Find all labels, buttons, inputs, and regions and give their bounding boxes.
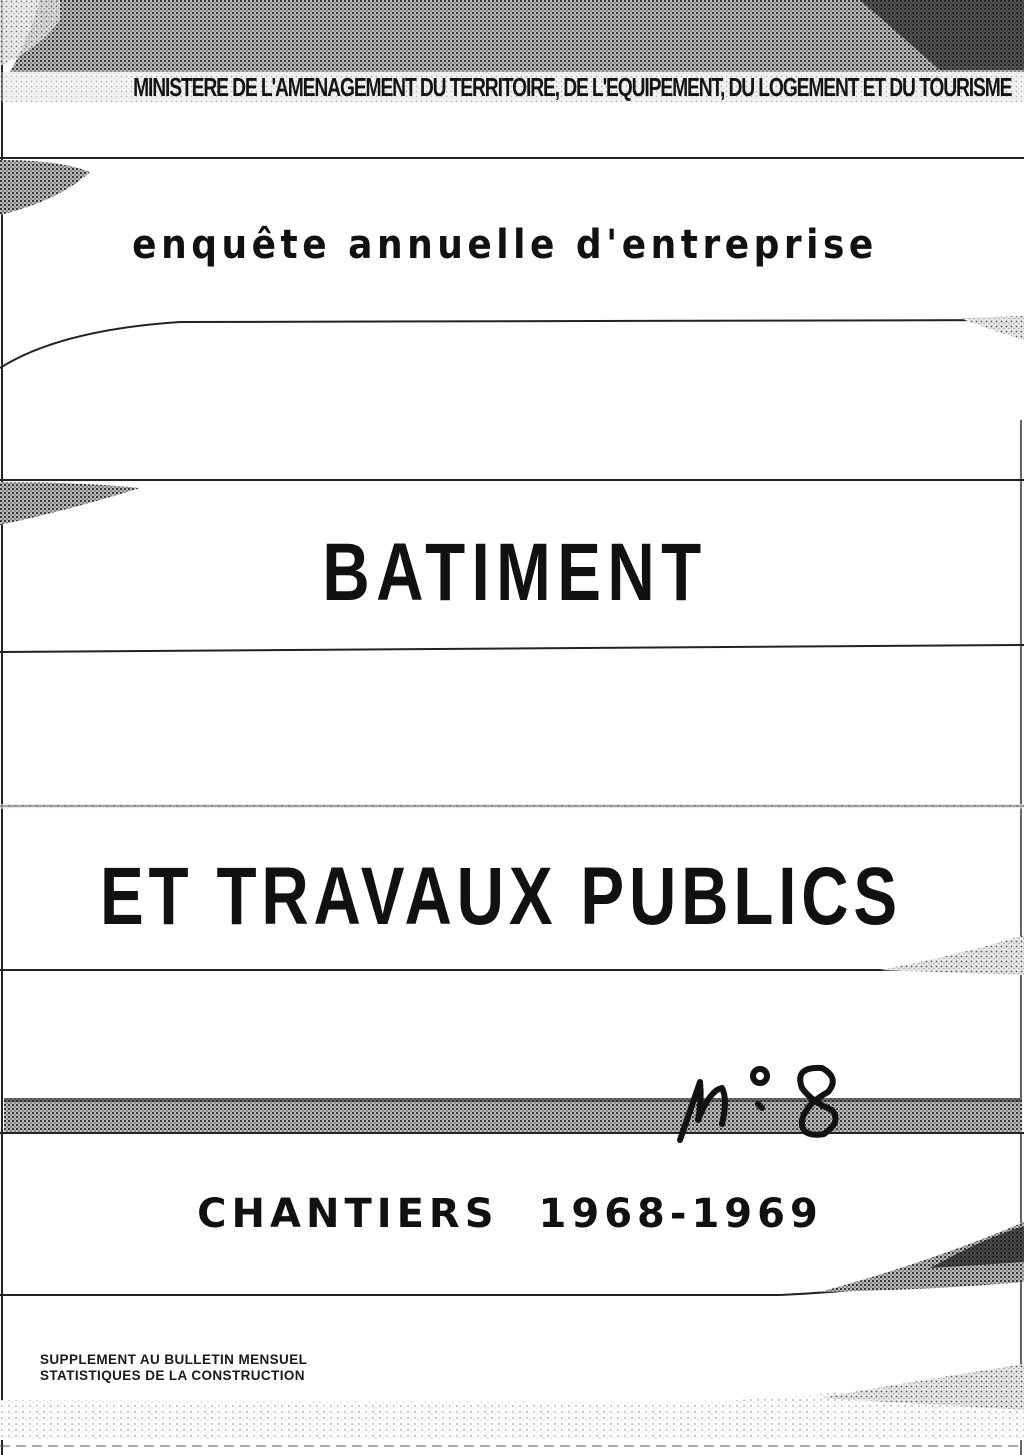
divider-wave-2 bbox=[0, 316, 1024, 368]
survey-subtitle: enquête annuelle d'entreprise bbox=[132, 222, 878, 268]
handwritten-issue-number bbox=[672, 1060, 852, 1150]
divider-wave-4 bbox=[0, 645, 1024, 652]
chantiers-label: CHANTIERS bbox=[197, 1191, 499, 1237]
chantiers-years-line bbox=[0, 1191, 1020, 1237]
chantiers-years: 1968-1969 bbox=[538, 1191, 823, 1237]
divider-wave-3 bbox=[0, 480, 1024, 525]
title-travaux-publics: ET TRAVAUX PUBLICS bbox=[100, 851, 902, 942]
supplement-note bbox=[40, 1352, 307, 1384]
title-batiment: BATIMENT bbox=[322, 527, 708, 618]
divider-wave-1 bbox=[0, 158, 1024, 215]
middle-halftone-band bbox=[0, 1098, 1024, 1133]
supplement-line-1: SUPPLEMENT AU BULLETIN MENSUEL bbox=[40, 1352, 308, 1367]
ministry-header: MINISTERE DE L'AMENAGEMENT DU TERRITOIRE, DE L'EQUIPEMENT, DU LOGEMENT ET DU TOURISME bbox=[133, 72, 1012, 102]
supplement-line-2: STATISTIQUES DE LA CONSTRUCTION bbox=[40, 1368, 305, 1383]
divider-wave-5 bbox=[0, 804, 1024, 809]
